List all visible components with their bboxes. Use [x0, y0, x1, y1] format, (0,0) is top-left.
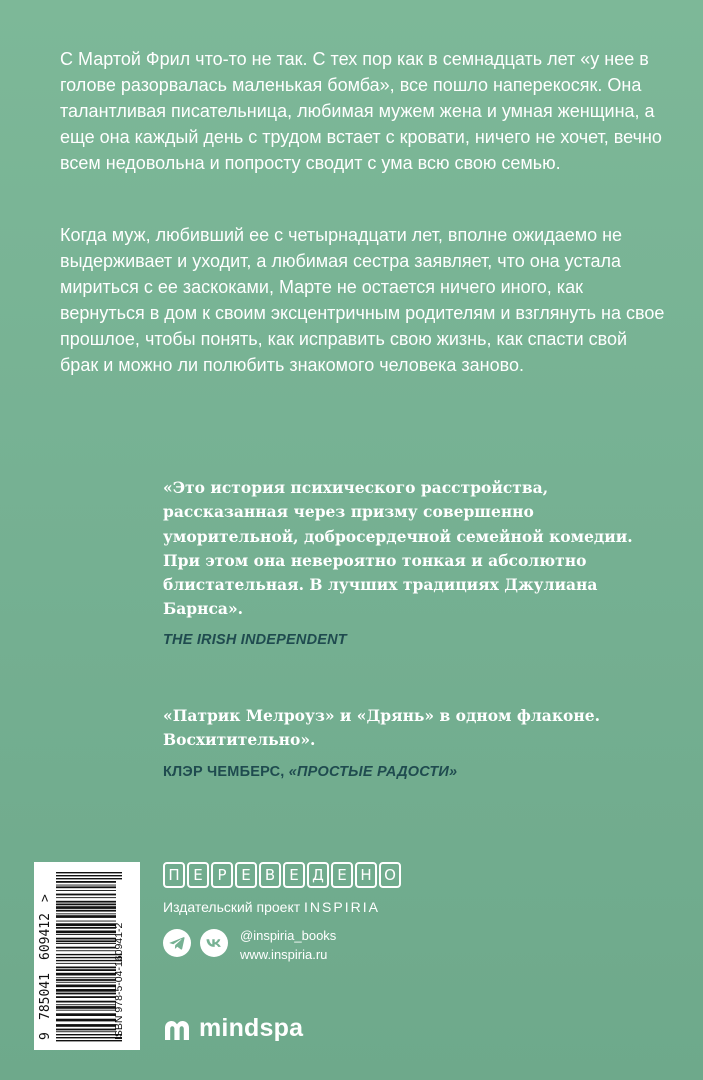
imprint-name: mindspa — [199, 1014, 304, 1042]
review-source-1: THE IRISH INDEPENDENT — [163, 632, 347, 648]
publisher-line — [163, 899, 380, 915]
series-letter: Е — [235, 862, 257, 888]
review-quote-1: «Это история психического расстройства, рассказанная через призму совершенно уморительной, добросердечной семейной комедии. При этом она невероятно тонкая и абсолютно блистательная. В лучших традициях Джулиана Барнса». — [163, 478, 633, 619]
series-letter: Е — [187, 862, 209, 888]
series-letter: В — [259, 862, 281, 888]
social-handle: @inspiria_books — [240, 928, 337, 943]
series-letter: Д — [307, 862, 329, 888]
contact-info — [240, 926, 336, 964]
telegram-icon — [163, 929, 191, 957]
series-letter: Е — [331, 862, 353, 888]
series-logo — [163, 862, 401, 888]
barcode-digit-group: 9 — [38, 1032, 53, 1040]
website: www.inspiria.ru — [240, 947, 328, 962]
barcode — [34, 862, 140, 1050]
series-letter: П — [163, 862, 185, 888]
barcode-digit-group: 609412 — [38, 913, 53, 960]
publisher-brand: INSPIRIA — [304, 899, 380, 915]
review-source-2 — [163, 764, 457, 780]
series-letter: О — [379, 862, 401, 888]
publisher-project-label: Издательский проект — [163, 899, 301, 915]
review-quote-2: «Патрик Мелроуз» и «Дрянь» в одном флаконе. Восхитительно». — [163, 706, 600, 750]
vk-icon — [200, 929, 228, 957]
barcode-digit-group: 785041 — [38, 973, 53, 1020]
series-letter: Е — [283, 862, 305, 888]
barcode-digit-group: > — [38, 894, 53, 902]
blurb-paragraph-1: С Мартой Фрил что-то не так. С тех пор как в семнадцать лет «у нее в голове разорвалась маленькая бомба», все пошло наперекосяк. Она талантливая писательница, любимая мужем жена и умная женщина, а еще она каждый день с трудом встает с кровати, ничего не хочет, вечно всем недовольна и попросту сводит с ума всю свою семью. — [60, 49, 662, 173]
mindspa-logo-icon — [163, 1018, 191, 1042]
review-work-title: «ПРОСТЫЕ РАДОСТИ» — [288, 764, 458, 780]
blurb-paragraph-2: Когда муж, любивший ее с четырнадцати лет, вполне ожидаемо не выдерживает и уходит, а любимая сестра заявляет, что она устала мириться с ее заскоками, Марте не остается ничего иного, как вернуться в дом к своим эксцентричным родителям и взглянуть на свое прошлое, чтобы понять, как исправить свою жизнь, как спасти свой брак и можно ли полюбить знакомого человека заново. — [60, 225, 665, 375]
barcode-graphic — [34, 862, 140, 1050]
series-letter: Р — [211, 862, 233, 888]
series-letter: Н — [355, 862, 377, 888]
review-author: КЛЭР ЧЕМБЕРС, — [163, 764, 285, 780]
isbn-label: ISBN 978-5-04-160941-2 — [113, 922, 125, 1040]
